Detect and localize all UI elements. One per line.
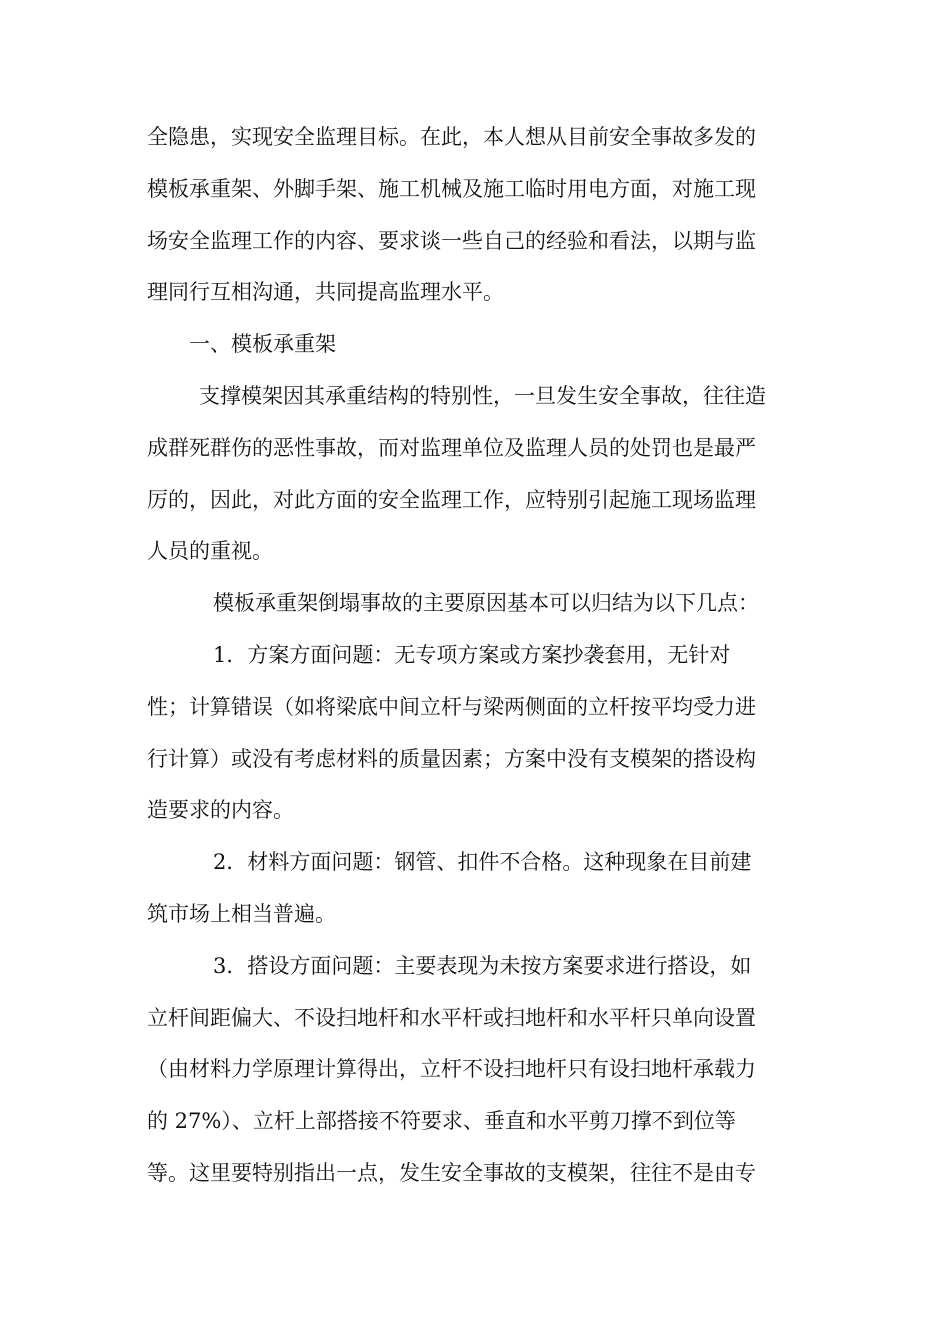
- text-line: 立杆间距偏大、不设扫地杆和水平杆或扫地杆和水平杆只单向设置: [147, 1005, 756, 1030]
- text-line: 一、模板承重架: [189, 332, 336, 357]
- text-line: 理同行互相沟通，共同提高监理水平。: [147, 280, 504, 305]
- text-line: 造要求的内容。: [147, 798, 294, 823]
- text-line: 厉的，因此，对此方面的安全监理工作，应特别引起施工现场监理: [147, 487, 756, 512]
- text-line: 筑市场上相当普遍。: [147, 901, 336, 926]
- text-line: 3．搭设方面问题：主要表现为未按方案要求进行搭设，如: [213, 953, 752, 978]
- text-line: 性；计算错误（如将梁底中间立杆与梁两侧面的立杆按平均受力进: [147, 694, 756, 719]
- text-line: 人员的重视。: [147, 539, 273, 564]
- text-line: 等。这里要特别指出一点，发生安全事故的支模架，往往不是由专: [147, 1160, 756, 1185]
- text-line: 全隐患，实现安全监理目标。在此，本人想从目前安全事故多发的: [147, 125, 756, 149]
- text-line: 1．方案方面问题：无专项方案或方案抄袭套用，无针对: [213, 642, 731, 667]
- text-line: 支撑模架因其承重结构的特别性，一旦发生安全事故，往往造: [199, 383, 766, 408]
- body-text: [147, 112, 807, 1200]
- text-line: 行计算）或没有考虑材料的质量因素；方案中没有支模架的搭设构: [147, 746, 756, 771]
- text-line: 的 27%）、立杆上部搭接不符要求、垂直和水平剪刀撑不到位等: [147, 1109, 736, 1134]
- text-line: 模板承重架倒塌事故的主要原因基本可以归结为以下几点：: [213, 591, 759, 616]
- text-line: 2．材料方面问题：钢管、扣件不合格。这种现象在目前建: [213, 850, 752, 875]
- text-line: 模板承重架、外脚手架、施工机械及施工临时用电方面，对施工现: [147, 176, 756, 201]
- text-line: （由材料力学原理计算得出，立杆不设扫地杆只有设扫地杆承载力: [147, 1057, 756, 1082]
- text-line: 成群死群伤的恶性事故，而对监理单位及监理人员的处罚也是最严: [147, 435, 756, 460]
- text-line: 场安全监理工作的内容、要求谈一些自己的经验和看法，以期与监: [147, 228, 756, 253]
